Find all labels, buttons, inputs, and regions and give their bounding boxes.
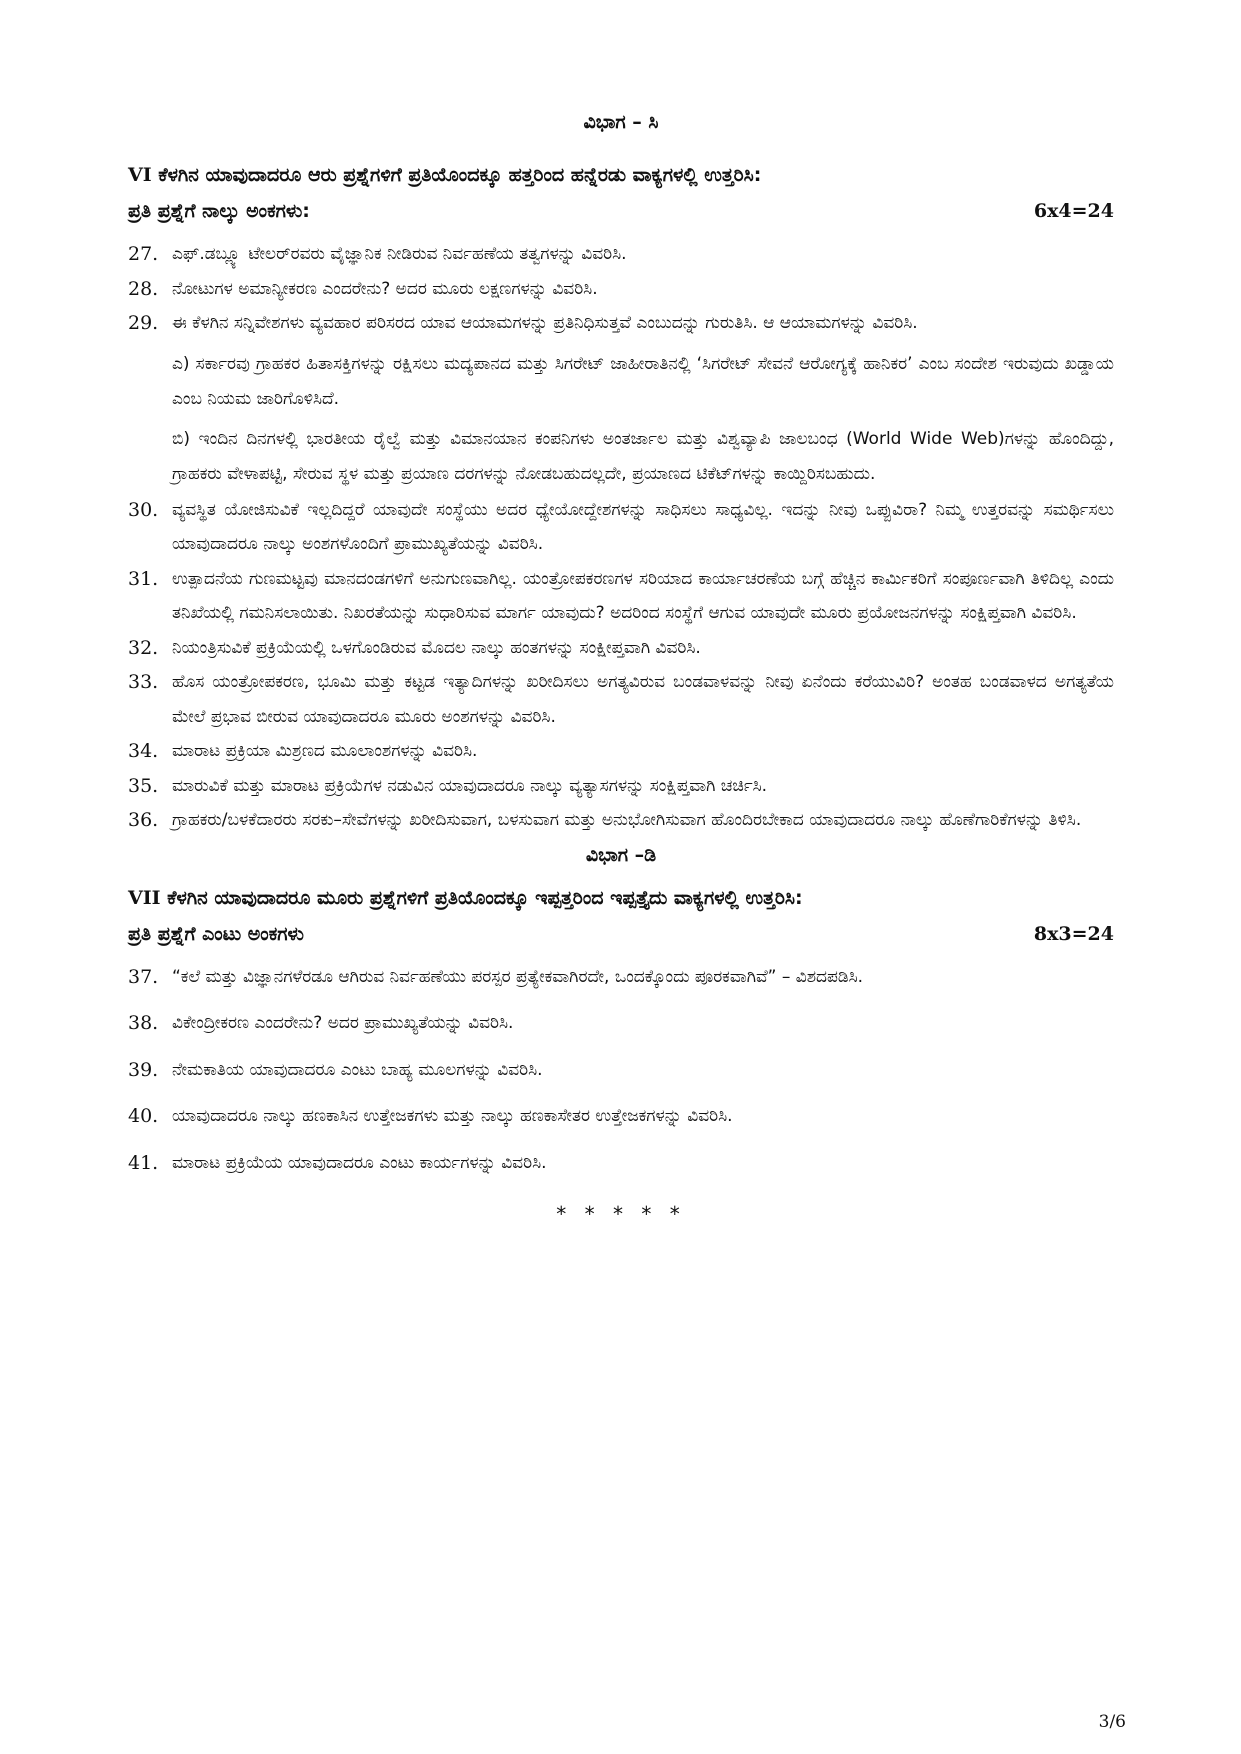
question-32 <box>128 631 1114 666</box>
question-text: ಉತ್ಪಾದನೆಯ ಗುಣಮಟ್ಟವು ಮಾನದಂಡಗಳಿಗೆ ಅನುಗುಣವಾಗಿಲ್ಲ. ಯಂತ್ರೋಪಕರಣಗಳ ಸರಿಯಾದ ಕಾರ್ಯಾಚರಣೆಯ ಬಗ್ಗೆ ಹೆಚ್ಚಿನ ಕಾರ್ಮಿಕರಿಗೆ ಸಂಪೂರ್ಣವಾಗಿ ತಿಳಿದಿಲ್ಲ ಎಂದು ತನಿಖೆಯಲ್ಲಿ ಗಮನಿಸಲಾಯಿತು. ನಿಖರತೆಯನ್ನು ಸುಧಾರಿಸುವ ಮಾರ್ಗ ಯಾವುದು? ಅದರಿಂದ ಸಂಸ್ಥೆಗೆ ಆಗುವ ಯಾವುದೇ ಮೂರು ಪ್ರಯೋಜನಗಳನ್ನು ಸಂಕ್ಷಿಪ್ತವಾಗಿ ವಿವರಿಸಿ. <box>172 568 1114 623</box>
question-36 <box>128 803 1114 838</box>
section-d-instruction-2: ಪ್ರತಿ ಪ್ರಶ್ನೆಗೆ ಎಂಟು ಅಂಕಗಳು <box>128 922 304 945</box>
question-27 <box>128 237 1114 272</box>
question-number: 36. <box>128 809 159 831</box>
question-number: 30. <box>128 498 159 521</box>
question-text: ವಿಕೇಂದ್ರೀಕರಣ ಎಂದರೇನು? ಅದರ ಪ್ರಾಮುಖ್ಯತೆಯನ್ನು ವಿವರಿಸಿ. <box>172 1013 514 1033</box>
section-c-instruction-2: ಪ್ರತಿ ಪ್ರಶ್ನೆಗೆ ನಾಲ್ಕು ಅಂಕಗಳು: <box>128 200 310 222</box>
question-text: ಮಾರಾಟ ಪ್ರಕ್ರಿಯೆಯ ಯಾವುದಾದರೂ ಎಂಟು ಕಾರ್ಯಗಳನ್ನು ವಿವರಿಸಿ. <box>172 1152 547 1173</box>
section-d-marks: 8x3=24 <box>1033 922 1114 945</box>
question-number: 41. <box>128 1151 159 1174</box>
question-35 <box>128 769 1114 804</box>
question-text: ಈ ಕೆಳಗಿನ ಸನ್ನಿವೇಶಗಳು ವ್ಯವಹಾರ ಪರಿಸರದ ಯಾವ ಆಯಾಮಗಳನ್ನು ಪ್ರತಿನಿಧಿಸುತ್ತವೆ ಎಂಬುದನ್ನು ಗುರುತಿಸಿ. ಆ ಆಯಾಮಗಳನ್ನು ವಿವರಿಸಿ. <box>172 313 918 333</box>
question-number: 39. <box>128 1058 159 1081</box>
question-number: 35. <box>128 774 159 797</box>
question-text: ನಿಯಂತ್ರಿಸುವಿಕೆ ಪ್ರಕ್ರಿಯೆಯಲ್ಲಿ ಒಳಗೊಂಡಿರುವ ಮೊದಲ ನಾಲ್ಕು ಹಂತಗಳನ್ನು ಸಂಕ್ಷೀಪ್ತವಾಗಿ ವಿವರಿಸಿ. <box>172 637 701 658</box>
question-38 <box>128 1006 1114 1041</box>
question-33 <box>128 665 1114 734</box>
section-c-marks: 6x4=24 <box>1033 200 1114 222</box>
question-34 <box>128 734 1114 769</box>
question-text: ಗ್ರಾಹಕರು/ಬಳಕೆದಾರರು ಸರಕು–ಸೇವೆಗಳನ್ನು ಖರೀದಿಸುವಾಗ, ಬಳಸುವಾಗ ಮತ್ತು ಅನುಭೋಗಿಸುವಾಗ ಹೊಂದಿರಬೇಕಾದ ಯಾವುದಾದರೂ ನಾಲ್ಕು ಹೊಣೆಗಾರಿಕೆಗಳನ್ನು ತಿಳಿಸಿ. <box>172 810 1082 830</box>
page-number: 3/6 <box>1098 1712 1126 1732</box>
question-number: 40. <box>128 1105 159 1127</box>
section-d-instruction-text: ಕೆಳಗಿನ ಯಾವುದಾದರೂ ಮೂರು ಪ್ರಶ್ನೆಗಳಿಗೆ ಪ್ರತಿಯೊಂದಕ್ಕೂ ಇಪ್ಪತ್ತರಿಂದ ಇಪ್ಪತ್ತೈದು ವಾಕ್ಯಗಳಲ್ಲಿ ಉತ್ತರಿಸಿ: <box>167 886 803 909</box>
question-37 <box>128 960 1114 995</box>
question-text: ನೋಟುಗಳ ಅಮಾನ್ಯೀಕರಣ ಎಂದರೇನು? ಅದರ ಮೂರು ಲಕ್ಷಣಗಳನ್ನು ವಿವರಿಸಿ. <box>172 278 598 299</box>
question-number: 32. <box>128 636 159 659</box>
question-number: 34. <box>128 740 159 762</box>
section-d-instruction <box>128 880 1114 916</box>
question-28 <box>128 272 1114 307</box>
section-c-roman: VI <box>128 164 152 186</box>
question-text: “ಕಲೆ ಮತ್ತು ವಿಜ್ಞಾನಗಳೆರಡೂ ಆಗಿರುವ ನಿರ್ವಹಣೆಯು ಪರಸ್ಪರ ಪ್ರತ್ಯೇಕವಾಗಿರದೇ, ಒಂದಕ್ಕೊಂದು ಪೂರಕವಾಗಿವೆ” – ವಿಶದಪಡಿಸಿ. <box>172 966 864 987</box>
section-d-roman: VII <box>128 886 161 909</box>
question-number: 31. <box>128 567 159 590</box>
question-text: ಮಾರುವಿಕೆ ಮತ್ತು ಮಾರಾಟ ಪ್ರಕ್ರಿಯೆಗಳ ನಡುವಿನ ಯಾವುದಾದರೂ ನಾಲ್ಕು ವ್ಯತ್ಯಾಸಗಳನ್ನು ಸಂಕ್ಷಿಪ್ತವಾಗಿ ಚರ್ಚಿಸಿ. <box>172 775 768 796</box>
question-text: ಹೊಸ ಯಂತ್ರೋಪಕರಣ, ಭೂಮಿ ಮತ್ತು ಕಟ್ಟಡ ಇತ್ಯಾದಿಗಳನ್ನು ಖರೀದಿಸಲು ಅಗತ್ಯವಿರುವ ಬಂಡವಾಳವನ್ನು ನೀವು ಏನೆಂದು ಕರೆಯುವಿರಿ? ಅಂತಹ ಬಂಡವಾಳದ ಅಗತ್ಯತೆಯ ಮೇಲೆ ಪ್ರಭಾವ ಬೀರುವ ಯಾವುದಾದರೂ ಮೂರು ಅಂಶಗಳನ್ನು ವಿವರಿಸಿ. <box>172 672 1114 727</box>
question-number: 29. <box>128 312 159 334</box>
question-text: ಮಾರಾಟ ಪ್ರಕ್ರಿಯಾ ಮಿಶ್ರಣದ ಮೂಲಾಂಶಗಳನ್ನು ವಿವರಿಸಿ. <box>172 741 478 761</box>
question-text: ವ್ಯವಸ್ಥಿತ ಯೋಜಿಸುವಿಕೆ ಇಲ್ಲದಿದ್ದರೆ ಯಾವುದೇ ಸಂಸ್ಥೆಯು ಅದರ ಧ್ಯೇಯೋದ್ದೇಶಗಳನ್ನು ಸಾಧಿಸಲು ಸಾಧ್ಯವಿಲ್ಲ. ಇದನ್ನು ನೀವು ಒಪ್ಪುವಿರಾ? ನಿಮ್ಮ ಉತ್ತರವನ್ನು ಸಮರ್ಥಿಸಲು ಯಾವುದಾದರೂ ನಾಲ್ಕು ಅಂಶಗಳೊಂದಿಗೆ ಪ್ರಾಮುಖ್ಯತೆಯನ್ನು ವಿವರಿಸಿ. <box>172 499 1114 554</box>
section-d-heading: ವಿಭಾಗ –ಡಿ <box>585 843 657 866</box>
question-text: ಎಫ್.ಡಬ್ಲ್ಯೂ ಟೇಲರ್‌ರವರು ವೈಜ್ಞಾನಿಕ ನೀಡಿರುವ ನಿರ್ವಹಣೆಯ ತತ್ವಗಳನ್ನು ವಿವರಿಸಿ. <box>172 244 627 264</box>
section-c-heading: ವಿಭಾಗ – ಸಿ <box>583 111 659 133</box>
question-text: ನೇಮಕಾತಿಯ ಯಾವುದಾದರೂ ಎಂಟು ಬಾಹ್ಯ ಮೂಲಗಳನ್ನು ವಿವರಿಸಿ. <box>172 1059 543 1080</box>
question-40 <box>128 1099 1114 1134</box>
end-of-section-mark: * * * * * <box>556 1202 686 1226</box>
question-number: 27. <box>128 243 159 265</box>
section-d-marks-row <box>128 916 1114 952</box>
exam-page <box>128 0 1114 1226</box>
question-29 <box>128 306 1114 341</box>
question-29-situation-b: ಬಿ) ಇಂದಿನ ದಿನಗಳಲ್ಲಿ ಭಾರತೀಯ ರೈಲ್ವೆ ಮತ್ತು ವಿಮಾನಯಾನ ಕಂಪನಿಗಳು ಅಂತರ್ಜಾಲ ಮತ್ತು ವಿಶ್ವವ್ಯಾಪಿ ಜಾಲಬಂಧ (World Wide Web)ಗಳನ್ನು ಹೊಂದಿದ್ದು, ಗ್ರಾಹಕರು ವೇಳಾಪಟ್ಟಿ, ಸೇರುವ ಸ್ಥಳ ಮತ್ತು ಪ್ರಯಾಣ ದರಗಳನ್ನು ನೋಡಬಹುದಲ್ಲದೇ, ಪ್ರಯಾಣದ ಟಿಕೆಟ್‌ಗಳನ್ನು ಕಾಯ್ದಿರಿಸಬಹುದು. <box>172 428 1114 484</box>
question-text: ಯಾವುದಾದರೂ ನಾಲ್ಕು ಹಣಕಾಸಿನ ಉತ್ತೇಜಕಗಳು ಮತ್ತು ನಾಲ್ಕು ಹಣಕಾಸೇತರ ಉತ್ತೇಜಕಗಳನ್ನು ವಿವರಿಸಿ. <box>172 1106 733 1126</box>
question-41 <box>128 1146 1114 1181</box>
question-number: 37. <box>128 965 159 988</box>
question-number: 33. <box>128 671 159 693</box>
question-30 <box>128 493 1114 562</box>
question-39 <box>128 1053 1114 1088</box>
section-c-instruction <box>128 157 1114 193</box>
section-c-instruction-text: ಕೆಳಗಿನ ಯಾವುದಾದರೂ ಆರು ಪ್ರಶ್ನೆಗಳಿಗೆ ಪ್ರತಿಯೊಂದಕ್ಕೂ ಹತ್ತರಿಂದ ಹನ್ನೆರಡು ವಾಕ್ಯಗಳಲ್ಲಿ ಉತ್ತರಿಸಿ: <box>158 164 762 186</box>
question-number: 38. <box>128 1012 159 1034</box>
question-31 <box>128 562 1114 631</box>
question-number: 28. <box>128 277 159 300</box>
section-c-marks-row <box>128 193 1114 229</box>
question-29-situation-a: ಎ) ಸರ್ಕಾರವು ಗ್ರಾಹಕರ ಹಿತಾಸಕ್ತಿಗಳನ್ನು ರಕ್ಷಿಸಲು ಮದ್ಯಪಾನದ ಮತ್ತು ಸಿಗರೇಟ್ ಜಾಹೀರಾತಿನಲ್ಲಿ ‘ಸಿಗರೇಟ್ ಸೇವನೆ ಆರೋಗ್ಯಕ್ಕೆ ಹಾನಿಕರ’ ಎಂಬ ಸಂದೇಶ ಇರುವುದು ಖಡ್ಡಾಯ ಎಂಬ ನಿಯಮ ಜಾರಿಗೊಳಿಸಿದೆ. <box>172 353 1114 409</box>
